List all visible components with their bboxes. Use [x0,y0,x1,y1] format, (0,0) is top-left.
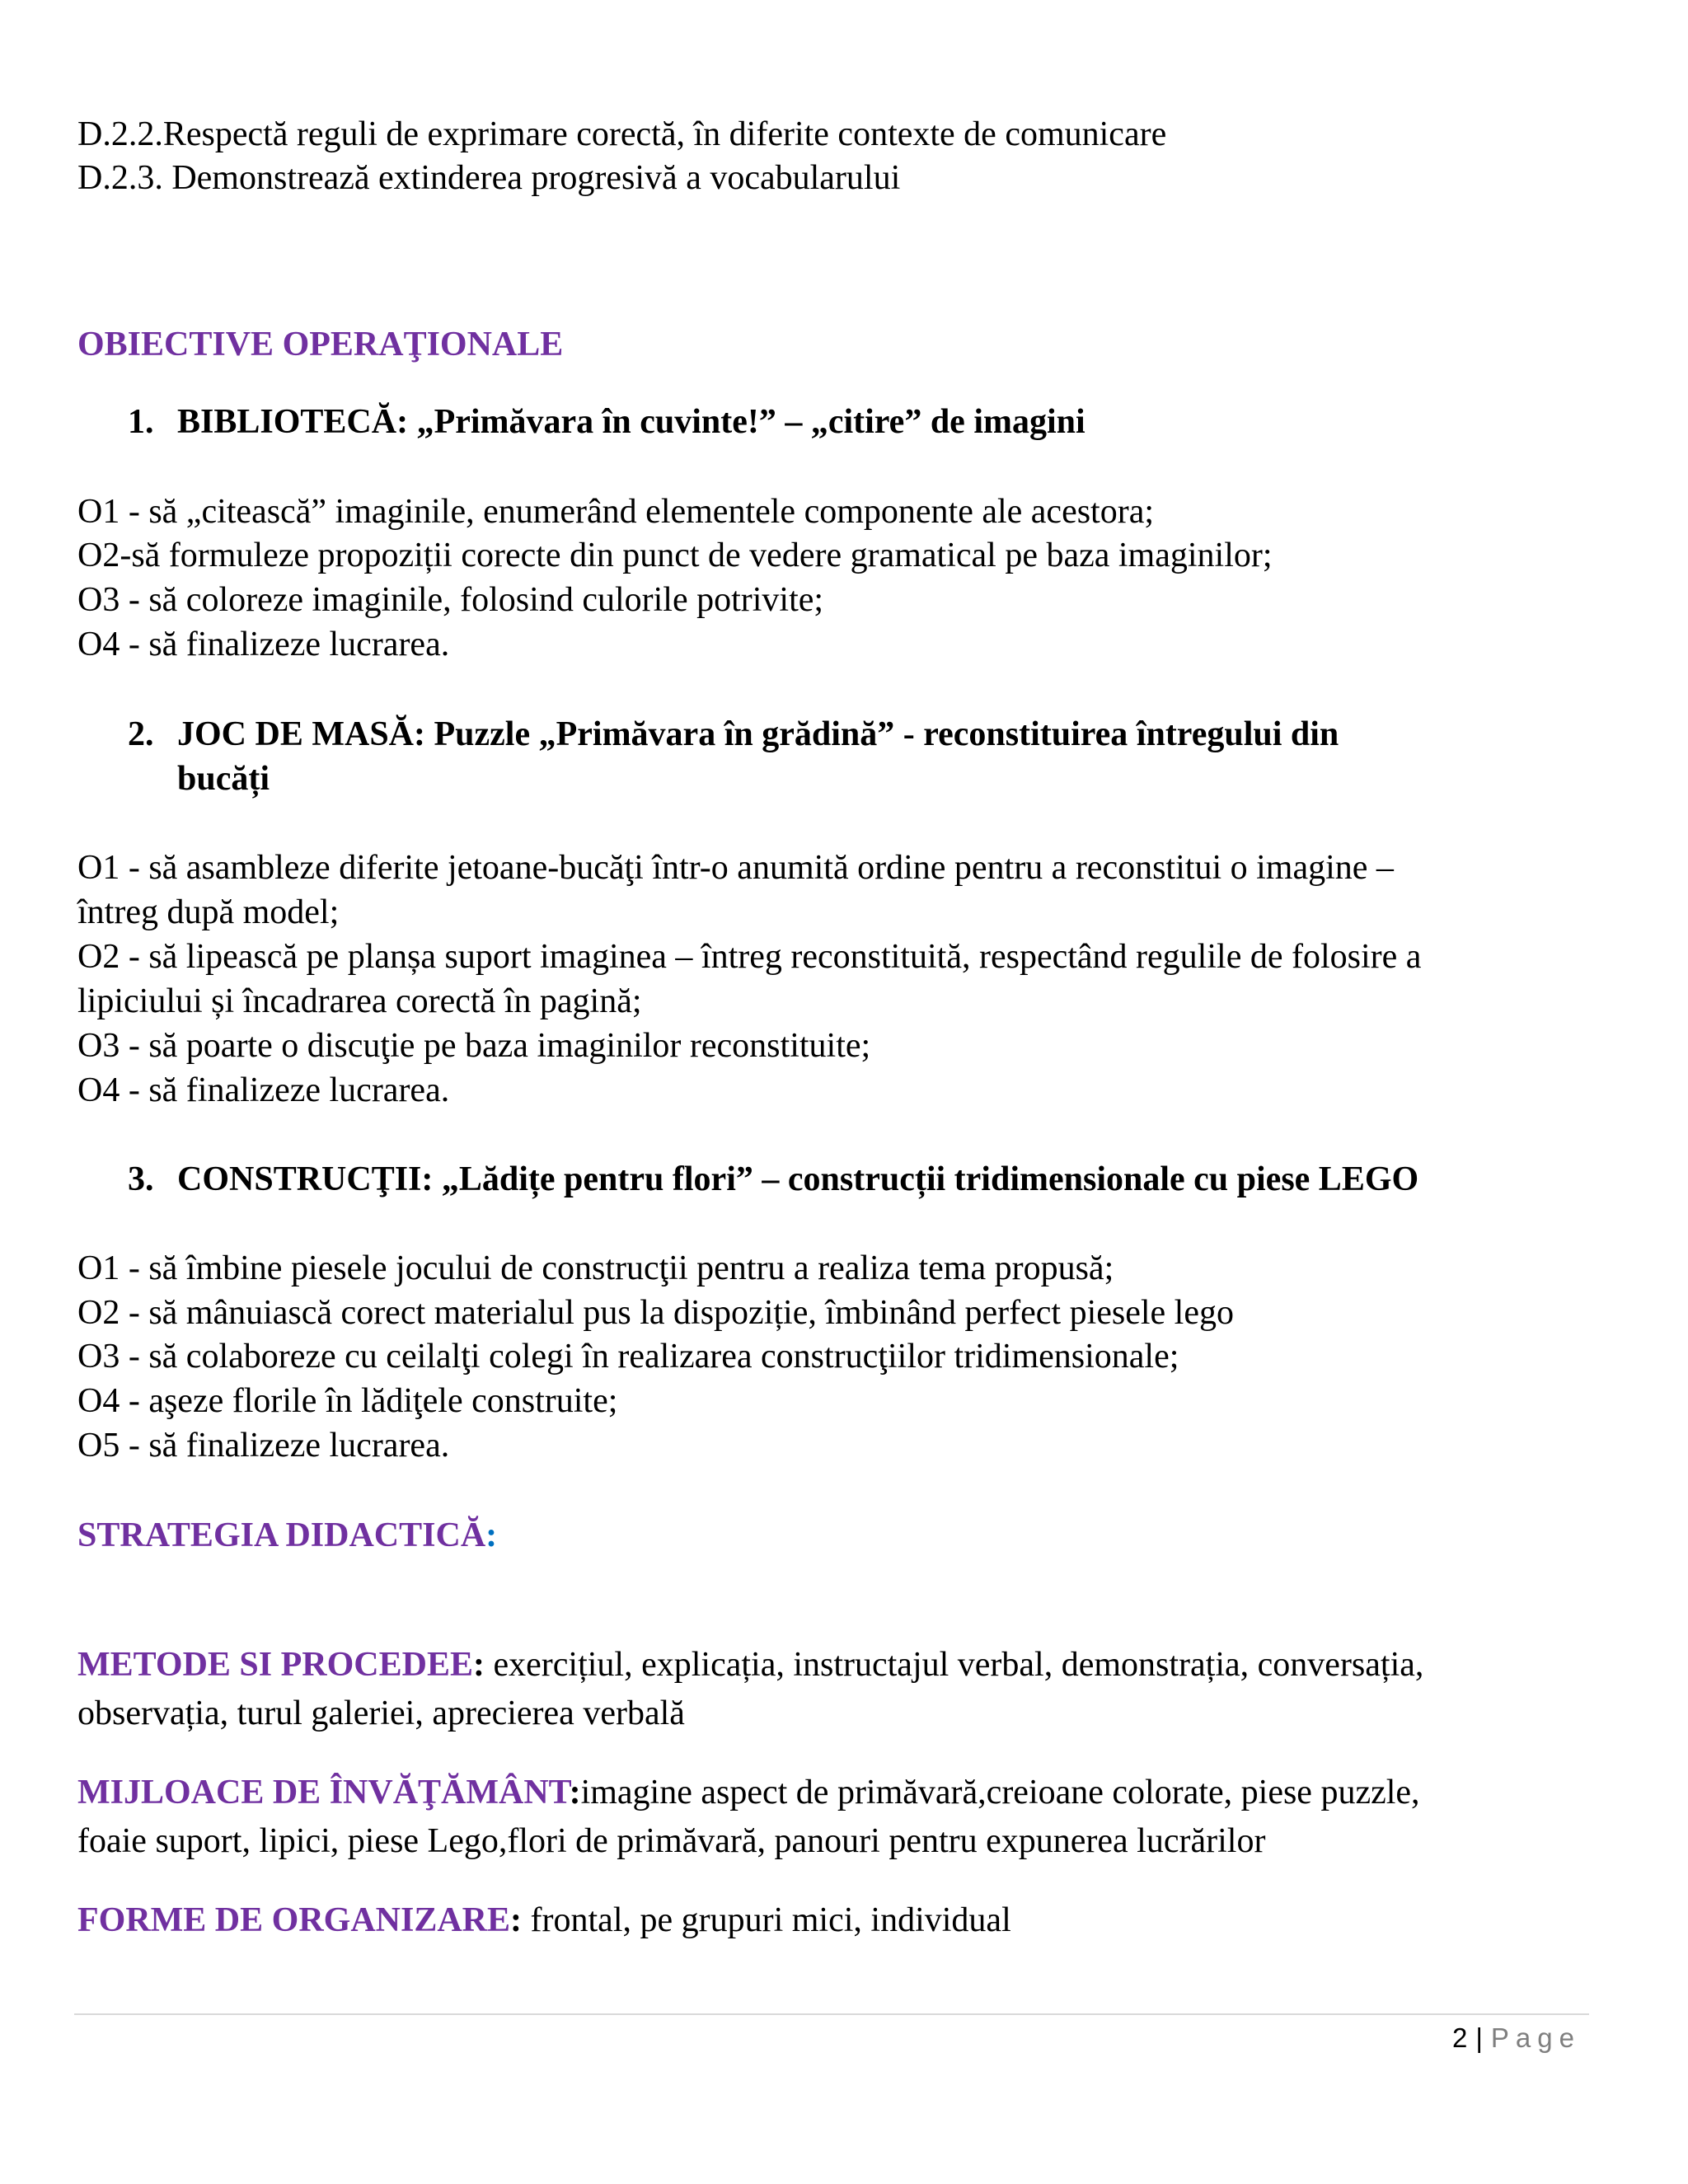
activity-3-objective-4: O4 - aşeze florile în lădiţele construite; [77,1382,618,1420]
activity-1-objective-3: O3 - să coloreze imaginile, folosind culorile potrivite; [77,581,824,619]
activity-1-objective-2: O2-să formuleze propoziții corecte din punct de vedere gramatical pe baza imaginilor; [77,537,1273,574]
competence-d223: D.2.3. Demonstrează extinderea progresivă a vocabularului [77,159,901,197]
forms-colon: : [510,1901,523,1939]
methods-line-2: observația, turul galeriei, aprecierea verbală [77,1694,685,1732]
means-colon: : [569,1774,581,1811]
means-line-1 [77,1770,1420,1815]
activity-3-objective-1: O1 - să îmbine piesele jocului de construcţii pentru a realiza tema propusă; [77,1249,1114,1287]
activity-3-number: 3. [128,1160,154,1198]
strategy-heading-text: STRATEGIA DIDACTICĂ [77,1516,486,1554]
strategy-heading-colon: : [485,1516,498,1554]
activity-2-objective-line-1: O1 - să asambleze diferite jetoane-bucăţi într-o anumită ordine pentru a reconstitui o imagine – [77,849,1394,887]
activity-1-title [128,400,1085,444]
forms-label: FORME DE ORGANIZARE [77,1901,511,1939]
footer-divider [74,2013,1589,2015]
activity-2-title-line1: JOC DE MASĂ: Puzzle „Primăvara în grădină” - reconstituirea întregului din [177,715,1339,753]
forms-text: frontal, pe grupuri mici, individual [522,1901,1011,1939]
activity-1-number: 1. [128,403,154,441]
activity-2-objective-line-5: O3 - să poarte o discuţie pe baza imaginilor reconstituite; [77,1027,871,1065]
activity-2-objective-line-4: lipiciului și încadrarea corectă în pagină; [77,982,642,1020]
forms-line [77,1898,1011,1943]
activity-1-objective-1: O1 - să „citească” imaginile, enumerând elementele componente ale acestora; [77,493,1155,531]
means-line-2: foaie suport, lipici, piese Lego,flori de primăvară, panouri pentru expunerea lucrărilor [77,1822,1266,1860]
means-text-1: imagine aspect de primăvară,creioane colorate, piese puzzle, [580,1774,1420,1811]
activity-2-objective-line-3: O2 - să lipească pe planșa suport imaginea – întreg reconstituită, respectând regulile de folosire a [77,938,1422,976]
activity-2-objective-line-2: întreg după model; [77,893,340,931]
activity-2-number: 2. [128,715,154,753]
methods-text-1: exercițiul, explicația, instructajul verbal, demonstrația, conversația, [485,1646,1424,1684]
page-footer [1452,2018,1581,2059]
activity-2-title [128,712,1339,757]
means-label: MIJLOACE DE ÎNVĂŢĂMÂNT [77,1774,570,1811]
activity-3-title-text: CONSTRUCŢII: „Lădițe pentru flori” – construcții tridimensionale cu piese LEGO [177,1160,1419,1198]
page-number: 2 [1451,2022,1468,2053]
activity-1-title-text: BIBLIOTECĂ: „Primăvara în cuvinte!” – „citire” de imagini [177,403,1085,441]
activity-2-objective-line-6: O4 - să finalizeze lucrarea. [77,1071,450,1109]
activity-1-objective-4: O4 - să finalizeze lucrarea. [77,626,450,663]
competence-d222: D.2.2.Respectă reguli de exprimare corectă, în diferite contexte de comunicare [77,115,1167,153]
objectives-heading: OBIECTIVE OPERAŢIONALE [77,326,564,363]
footer-separator: | [1475,2022,1483,2053]
strategy-heading [77,1513,497,1558]
page-word: Page [1490,2022,1581,2053]
activity-3-objective-2: O2 - să mânuiască corect materialul pus la dispoziție, îmbinând perfect piesele lego [77,1294,1234,1332]
activity-3-objective-5: O5 - să finalizeze lucrarea. [77,1427,450,1465]
activity-3-title [128,1157,1418,1202]
activity-3-objective-3: O3 - să colaboreze cu ceilalţi colegi în realizarea construcţiilor tridimensionale; [77,1338,1179,1376]
methods-line-1 [77,1643,1423,1687]
activity-2-title-line2: bucăți [177,760,270,798]
methods-label: METODE SI PROCEDEE [77,1646,473,1684]
methods-colon: : [473,1646,485,1684]
